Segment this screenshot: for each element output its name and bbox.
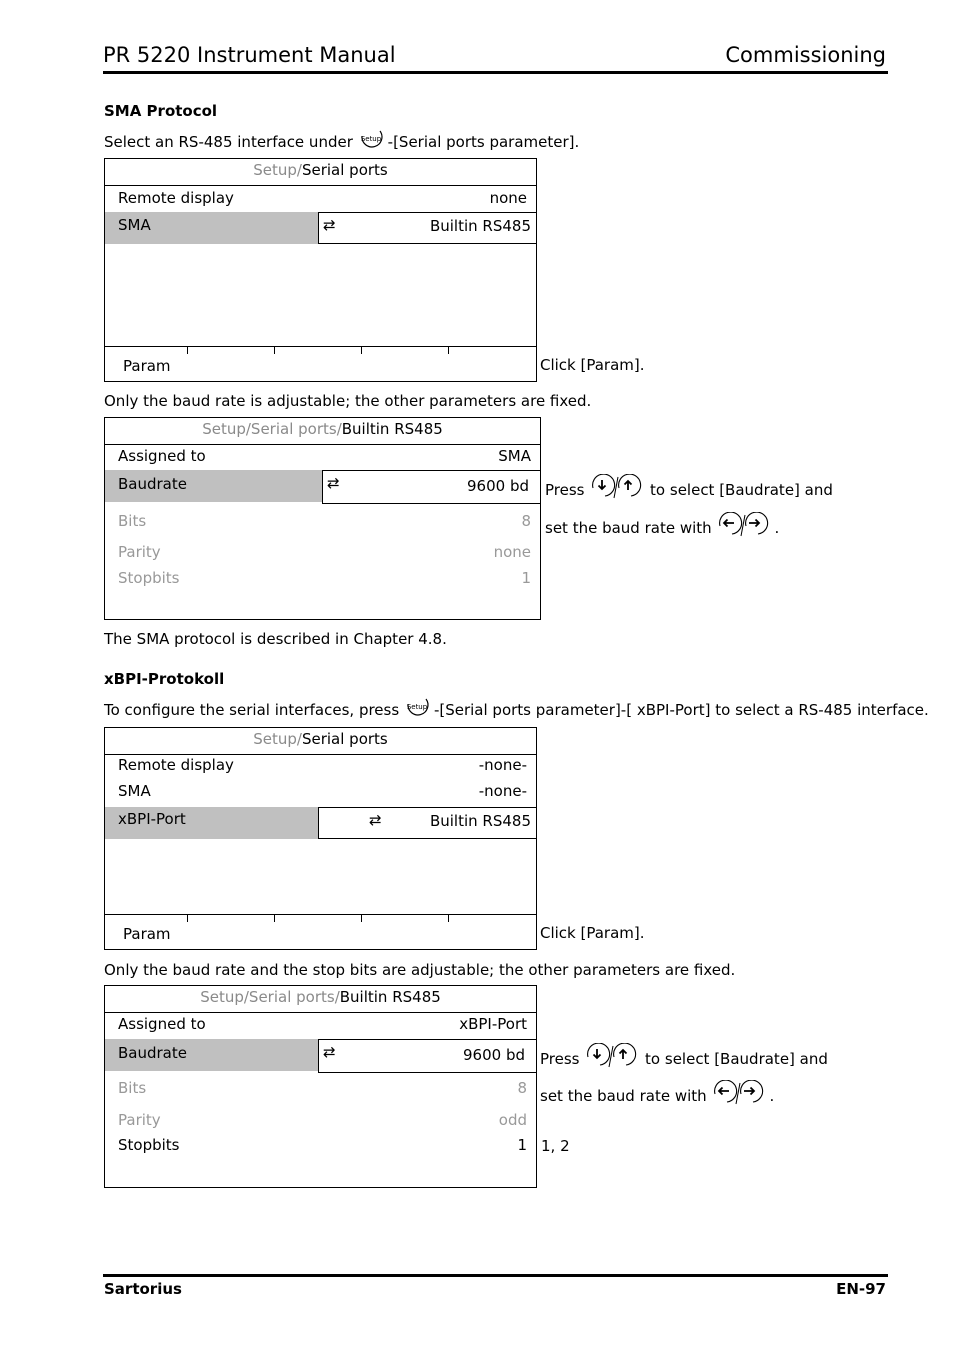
display-title: Setup/Serial ports/Builtin RS485 <box>105 418 540 445</box>
sma-intro-after: -[Serial ports parameter]. <box>387 133 580 151</box>
row-value: none <box>489 189 527 207</box>
sma-intro <box>104 128 579 156</box>
remote-display-row <box>118 186 527 210</box>
remote-display-row: Remote display -none- <box>118 756 527 774</box>
selected-row-label: SMA <box>118 216 151 234</box>
footer-rule <box>103 1274 888 1277</box>
footer-company: Sartorius <box>104 1280 182 1298</box>
display-title: Setup/Serial ports <box>105 728 536 755</box>
toggle-arrows-icon: ⇄ <box>369 811 382 829</box>
sma-click-param: Click [Param]. <box>540 356 645 374</box>
bits-row: Bits 8 <box>118 1079 527 1097</box>
toggle-arrows-icon: ⇄ <box>327 474 340 492</box>
xbpi-builtin-rs485-display <box>104 985 537 1188</box>
row-label: Remote display <box>118 189 234 207</box>
xbpi-heading: xBPI-Protokoll <box>104 670 225 688</box>
page-number: EN-97 <box>836 1280 886 1298</box>
sma-row: SMA -none- <box>118 782 527 800</box>
baudrate-label: Baudrate <box>118 1044 187 1062</box>
setup-icon-text: Setup <box>406 703 428 711</box>
xbpi-port-label: xBPI-Port <box>118 810 186 828</box>
setup-icon <box>358 128 388 156</box>
sma-builtin-rs485-display <box>104 417 541 620</box>
display-title: Setup/Serial ports <box>105 159 536 186</box>
assigned-to-row: Assigned to xBPI-Port <box>118 1015 527 1033</box>
chapter-title: Commissioning <box>725 43 886 67</box>
sma-heading: SMA Protocol <box>104 102 218 120</box>
xbpi-serial-ports-display <box>104 727 537 950</box>
arrow-down-up-icon <box>589 474 645 504</box>
sma-note1: Only the baud rate is adjustable; the other parameters are fixed. <box>104 392 592 410</box>
sma-set-instruction: set the baud rate with . <box>545 512 779 542</box>
sma-note2: The SMA protocol is described in Chapter 4.8. <box>104 630 447 648</box>
xbpi-set-instruction: set the baud rate with . <box>540 1080 774 1110</box>
stopbits-options: 1, 2 <box>541 1137 570 1155</box>
baudrate-label: Baudrate <box>118 475 187 493</box>
softkey-bar <box>105 346 536 381</box>
baudrate-value[interactable]: ⇄ 9600 bd <box>322 470 540 504</box>
arrow-left-right-icon <box>716 512 774 542</box>
parity-row: Parity odd <box>118 1111 527 1129</box>
sma-press-instruction: Press to select [Baudrate] and <box>545 474 833 504</box>
sma-intro-before: Select an RS-485 interface under <box>104 133 353 151</box>
bits-row: Bits 8 <box>118 512 531 530</box>
toggle-arrows-icon: ⇄ <box>323 1043 336 1061</box>
setup-icon-text: Setup <box>360 135 381 143</box>
softkey-bar <box>105 914 536 949</box>
xbpi-port-value[interactable]: ⇄ Builtin RS485 <box>318 807 536 839</box>
xbpi-note1: Only the baud rate and the stop bits are adjustable; the other parameters are fixed. <box>104 961 736 979</box>
baudrate-value[interactable]: ⇄ 9600 bd <box>318 1039 536 1073</box>
parity-row: Parity none <box>118 543 531 561</box>
header-rule <box>103 71 888 74</box>
arrow-down-up-icon <box>584 1043 640 1073</box>
sma-serial-ports-display <box>104 158 537 382</box>
xbpi-press-instruction: Press to select [Baudrate] and <box>540 1043 828 1073</box>
manual-title: PR 5220 Instrument Manual <box>103 43 396 67</box>
setup-icon <box>404 696 434 724</box>
param-softkey[interactable]: Param <box>123 925 171 943</box>
toggle-arrows-icon: ⇄ <box>323 216 336 234</box>
display-title: Setup/Serial ports/Builtin RS485 <box>105 986 536 1013</box>
stopbits-row: Stopbits 1 <box>118 1136 527 1154</box>
param-softkey[interactable]: Param <box>123 357 171 375</box>
arrow-left-right-icon <box>711 1080 769 1110</box>
selected-row-value[interactable]: ⇄ Builtin RS485 <box>318 212 536 244</box>
xbpi-click-param: Click [Param]. <box>540 924 645 942</box>
stopbits-row: Stopbits 1 <box>118 569 531 587</box>
xbpi-intro: To configure the serial interfaces, press Setup -[Serial ports parameter]-[ xBPI-Port] to select a RS-485 interface. <box>104 696 929 724</box>
assigned-to-row: Assigned to SMA <box>118 447 531 465</box>
